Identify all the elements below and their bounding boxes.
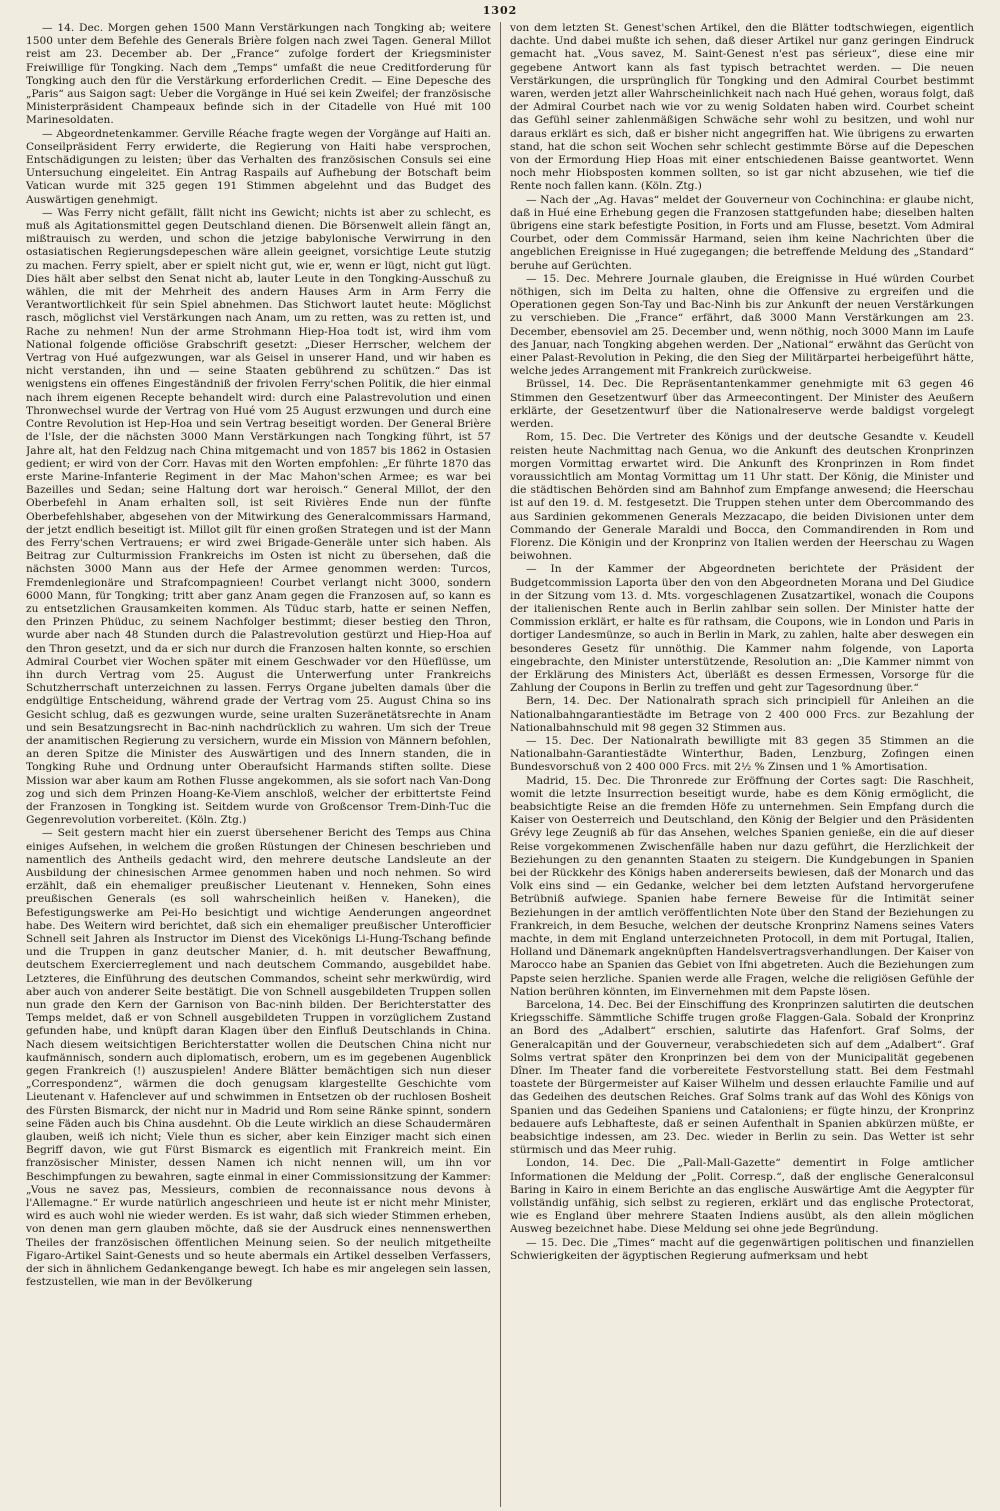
- dateline-paragraph-london: London, 14. Dec. Die „Pall-Mall-Gazette“ dementirt in Folge amtlicher Informationen die Meldung der „Polit. Corresp.“, daß der englische Generalconsul Baring in Kairo in einem Berichte an das englische Auswärtige Amt die Aegypter für vollständig unfähig, sich selbst zu regieren, erklärt und das englische Protectorat, wie es England über mehrere Staaten Indiens ausübt, als den allein möglichen Ausweg bezeichnet habe. Diese Meldung sei ohne jede Begründung.: [510, 1157, 974, 1236]
- dateline-paragraph-madrid: Madrid, 15. Dec. Die Thronrede zur Eröffnung der Cortes sagt: Die Raschheit, womit die letzte Insurrection beseitigt wurde, habe es dem König ermöglicht, die beabsichtigte Reise an die fremden Höfe zu unternehmen. Sein Empfang durch die Kaiser von Oesterreich und Deutschland, den König der Belgier und den Präsidenten Grévy lege Zeugniß ab für das Ansehen, welches Spanien genieße, ein die auf dieser Reise vorgekommenen Zwischenfälle haben nur dazu geführt, die Herzlichkeit der Beziehungen zu den genannten Staaten zu steigern. Die Kundgebungen in Spanien bei der Rückkehr des Königs haben andererseits bewiesen, daß der Monarch und das Volk eins sind — ein Gedanke, welcher bei dem letzten Aufstand hervorgerufene Betrübniß aufwiege. Spanien habe fernere Beweise für die Intimität seiner Beziehungen in der amtlich veröffentlichten Note über den Stand der Beziehungen zu Frankreich, in dem Besuche, welchen der deutsche Kronprinz Namens seines Vaters machte, in dem mit England unterzeichneten Protocoll, in dem mit Portugal, Italien, Holland und Dänemark angeknüpften Handelsvertragsverhandlungen. Der Kaiser von Marocco habe an Spanien das Gebiet von Ifni abgetreten. Auch die Beziehungen zum Papste seien herzliche. Spanien werde alle Fragen, welche die religiösen Gefühle der Nation berühren könnten, im Einvernehmen mit dem Papste lösen.: [510, 774, 974, 998]
- right-column: [500, 22, 974, 1507]
- article-paragraph: — In der Kammer der Abgeordneten berichtete der Präsident der Budgetcommission Laporta über den von den Abgeordneten Morana und Del Giudice in der Sitzung vom 13. d. Mts. vorgeschlagenen Zusatzartikel, wonach die Coupons der italienischen Rente auch in Berlin zahlbar sein sollen. Der Minister hatte der Commission erklärt, er halte es für rathsam, die Coupons, wie in London und Paris in dortiger Landesmünze, so auch in Berlin in Mark, zu zahlen, halte aber deswegen ein besonderes Gesetz für unnöthig. Die Kammer nahm folgende, von Laporta eingebrachte, den Minister unterstützende, Resolution an: „Die Kammer nimmt von der Erklärung des Ministers Act, überläßt es dessen Ermessen, Vorsorge für die Zahlung der Coupons in Berlin zu treffen und geht zur Tagesordnung über.“: [510, 563, 974, 695]
- article-paragraph: — 15. Dec. Der Nationalrath bewilligte mit 83 gegen 35 Stimmen an die Nationalbahn-Garantiestädte Winterthur, Baden, Lenzburg, Zofingen einen Bundesvorschuß von 2 400 000 Frcs. mit 2½ % Zinsen und 1 % Amortisation.: [510, 734, 974, 774]
- article-paragraph: — Was Ferry nicht gefällt, fällt nicht ins Gewicht; nichts ist aber zu schlecht, es muß als Agitationsmittel gegen Deutschland dienen. Die Börsenwelt allein fängt an, mißtrauisch zu werden, und schon die jetzige babylonische Verwirrung in den ostasiatischen Regierungsdepeschen wäre allein geeignet, vorsichtige Leute stutzig zu machen. Ferry spielt, aber er spielt nicht gut, wie er, wenn er lügt, nicht gut lügt. Dies hält aber selbst den Senat nicht ab, lauter Leute in den Tongking-Ausschuß zu wählen, die mit der Mehrheit des andern Hauses Arm in Arm Ferry die Verantwortlichkeit für sein Spiel abnehmen. Das Stichwort lautet heute: Möglichst rasch, möglichst viel Verstärkungen nach Anam, um zu retten, was zu retten ist, und Rache zu nehmen! Nun der arme Strohmann Hiep-Hoa todt ist, wird ihm vom National folgende officiöse Grabschrift gesetzt: „Dieser Herrscher, welchem der Vertrag von Hué aufgezwungen, war als Geisel in unserer Hand, und wir haben es nicht verstanden, ihn und — seine Staaten gebührend zu schützen.“ Das ist wenigstens ein offenes Eingeständniß der frivolen Ferry'schen Politik, die hier einmal nach ihrem eigenen Recepte behandelt wird: durch eine Palastrevolution und einen Thronwechsel wurde der Vertrag von Hué vom 25 August erzwungen und durch eine Contre Revolution ist Hep-Hoa und sein Vertrag beseitigt worden. Der General Brière de l'Isle, der die nächsten 3000 Mann Verstärkungen nach Tongking führt, ist 57 Jahre alt, hat den Feldzug nach China mitgemacht und von 1857 bis 1862 in Ostasien gedient; er wird von der Corr. Havas mit den Worten empfohlen: „Er führte 1870 das erste Marine-Infanterie Regiment in der Mac Mahon'schen Armee; es war bei Bazeilles und Sedan; seine Haltung dort war heroisch.“ General Millot, der den Oberbefehl in Anam erhalten soll, ist seit Rivières Ende nun der fünfte Oberbefehlshaber, abgesehen von der Mitwirkung des Generalcommissars Harmand, der jetzt endlich beseitigt ist. Millot gilt für einen großen Strategen und ist der Mann des Ferry'schen Vertrauens; er wird zwei Brigade-Generäle unter sich haben. Als Beitrag zur Culturmission Frankreichs im Osten ist nicht zu übersehen, daß die nächsten 3000 Mann aus der Hefe der Armee genommen werden: Turcos, Fremdenlegionäre und Strafcompagnieen! Courbet verlangt nicht 3000, sondern 6000 Mann, für Tongking; tritt aber ganz Anam gegen die Franzosen auf, so kann es zu entsetzlichen Grausamkeiten kommen. Als Tüduc starb, hatte er seinen Neffen, den Prinzen Phüduc, zu seinem Nachfolger bestimmt; dieser bestieg den Thron, wurde aber nach 48 Stunden durch die Palastrevolution gestürzt und Hiep-Hoa auf den Thron gesetzt, und da er sich nur durch die Franzosen halten konnte, so erschien Admiral Courbet vier Wochen später mit einem Geschwader vor den Hüeflüsse, um ihn durch Vertrag vom 25. August die Unterwerfung unter Frankreichs Schutzherrschaft unterzeichnen zu lassen. Ferrys Organe jubelten damals über die endgültige Entscheidung, während grade der Vertrag vom 25. August China so ins Gesicht schlug, daß es gezwungen wurde, seine uralten Suzeränetätsrechte in Anam und sein Besatzungsrecht in Bac-ninh nachdrücklich zu wahren. Um sich der Treue der anamitischen Regierung zu versichern, wurde ein Mission von Männern befohlen, an deren Spitze die Minister des Auswärtigen und des Innern standen, die in Tongking Ruhe und Ordnung unter Oberaufsicht Harmands stiften sollte. Diese Mission war aber kaum am Rothen Flusse angekommen, als sie sofort nach Van-Dong zog und sich dem Prinzen Hoang-Ke-Viem anschloß, welcher der erbittertste Feind der Franzosen in Tongking ist. Seitdem wurde von Großcensor Trem-Dinh-Tuc die Gegenrevolution vorbereitet. (Köln. Ztg.): [26, 206, 491, 827]
- page-number: 1302: [482, 4, 518, 17]
- article-paragraph: — Seit gestern macht hier ein zuerst übersehener Bericht des Temps aus China einiges Aufsehen, in welchem die großen Rüstungen der Chinesen beschrieben und namentlich des Antheils gedacht wird, den mehrere deutsche Landsleute an der Ausbildung der chinesischen Armee genommen haben und noch nehmen. So wird erzählt, daß ein ehemaliger preußischer Lieutenant v. Henneken, Sohn eines preußischen Generals (es soll wahrscheinlich heißen v. Haneken), die Befestigungswerke am Pei-Ho besichtigt und wichtige Aenderungen angeordnet habe. Des Weitern wird berichtet, daß sich ein ehemaliger preußischer Unterofficier Schnell seit Jahren als Instructor im Dienst des Vicekönigs Li-Hung-Tschang befinde und die Truppen in ganz deutscher Manier, d. h. mit deutscher Bewaffnung, deutschem Exercierreglement und nach deutschem Commando, ausgebildet habe. Letzteres, die Einführung des deutschen Commandos, scheint sehr merkwürdig, wird aber auch von anderer Seite bestätigt. Die von Schnell ausgebildeten Truppen sollen nun grade den Kern der Garnison von Bac-ninh bilden. Der Berichterstatter des Temps meldet, daß er von Schnell ausgebildeten Truppen in vorzüglichem Zustand gefunden habe, und knüpft daran Klagen über den Einfluß Deutschlands in China. Nach diesem weitsichtigen Berichterstatter wollen die Deutschen China nicht nur kaufmännisch, sondern auch diplomatisch, erobern, um es im gegebenen Augenblick gegen Frankreich (!) auszuspielen! Andere Blätter bemächtigen sich nun dieser „Correspondenz“, wärmen die doch genugsam klargestellte Geschichte vom Lieutenant v. Hafenclever auf und schwimmen in Entsetzen ob der ruchlosen Bosheit des Fürsten Bismarck, der nicht nur in Madrid und Rom seine Ränke spinnt, sondern seine Fäden auch bis China ausdehnt. Ob die Leute wirklich an diese Schaudermären glauben, weiß ich nicht; Viele thun es sicher, aber kein Einziger macht sich einen Begriff davon, wie gut Fürst Bismarck es eigentlich mit Frankreich meint. Ein französischer Minister, dessen Namen ich nicht nennen will, um ihn vor Beschimpfungen zu bewahren, sagte einmal in einer Commissionsitzung der Kammer: „Vous ne savez pas, Messieurs, combien de reconnaissance nous devons à l'Allemagne.“ Er wurde natürlich angeschrieen und heute ist er nicht mehr Minister, wird es auch wohl nie wieder werden. Es ist wahr, daß sich wieder Stimmen erheben, von denen man gern glauben möchte, daß sie der Ausdruck eines nennenswerthen Theiles der französischen öffentlichen Meinung seien. So der neulich mitgetheilte Figaro-Artikel Saint-Genests und so heute abermals ein Artikel desselben Verfassers, der sich in ähnlichem Gedankengange bewegt. Ich habe es mir angelegen sein lassen, festzustellen, wie man in der Bevölkerung: [26, 827, 491, 1289]
- article-paragraph: — 15. Dec. Die „Times“ macht auf die gegenwärtigen politischen und finanziellen Schwierigkeiten der ägyptischen Regierung aufmerksam und hebt: [510, 1236, 974, 1262]
- dateline-paragraph-barcelona: Barcelona, 14. Dec. Bei der Einschiffung des Kronprinzen salutirten die deutschen Kriegsschiffe. Sämmtliche Schiffe trugen große Flaggen-Gala. Sobald der Kronprinz an Bord des „Adalbert“ erschien, salutirte das Hafenfort. Graf Solms, der Generalcapitän und der Gouverneur, verabschiedeten sich auf dem „Adalbert“. Graf Solms vertrat später den Kronprinzen bei dem von der Municipalität gegebenen Dîner. Im Theater fand die vorbereitete Festvorstellung statt. Bei dem Festmahl toastete der Bürgermeister auf Kaiser Wilhelm und dessen erlauchte Familie und auf das Gedeihen des deutschen Reiches. Graf Solms trank auf das Wohl des Königs von Spanien und das Gedeihen Spaniens und Cataloniens; er fügte hinzu, der Kronprinz bedauere aufs Lebhafteste, daß er seinen Aufenthalt in Spanien abkürzen müßte, er beabsichtige indessen, am 23. Dec. wieder in Berlin zu sein. Das Wetter ist sehr stürmisch und das Meer ruhig.: [510, 999, 974, 1157]
- article-paragraph: — 14. Dec. Morgen gehen 1500 Mann Verstärkungen nach Tongking ab; weitere 1500 unter dem Befehle des Generals Brière folgen nach zwei Tagen. General Millot reist am 23. December ab. Der „France“ zufolge fordert der Kriegsminister Freiwillige für Tongking. Nach dem „Temps“ umfaßt die neue Creditforderung für Tongking auch den für die Verstärkung erforderlichen Credit. — Eine Depesche des „Paris“ aus Saigon sagt: Ueber die Vorgänge in Hué sei kein Zweifel; der französische Ministerpräsident Champeaux befinde sich in der Citadelle von Hué mit 100 Marinesoldaten.: [26, 22, 491, 127]
- article-paragraph: — Nach der „Ag. Havas“ meldet der Gouverneur von Cochinchina: er glaube nicht, daß in Hué eine Erhebung gegen die Franzosen stattgefunden habe; dieselben halten übrigens eine stark befestigte Position, in Forts und am Flusse, besetzt. Vom Admiral Courbet, oder dem Commissär Harmand, seien ihm keine Nachrichten über die angeblichen Ereignisse in Hué zugegangen; die betreffende Meldung des „Standard“ beruhe auf Gerüchten.: [510, 193, 974, 272]
- article-paragraph: von dem letzten St. Genest'schen Artikel, den die Blätter todtschwiegen, eigentlich dachte. Und dabei mußte ich sehen, daß dieser Artikel nur ganz geringen Eindruck gemacht hat. „Vous savez, M. Saint-Genest n'est pas sérieux“, diese eine mir gegebene Antwort kann als fast typisch betrachtet werden. — Die neuen Verstärkungen, die ursprünglich für Tongking und den Admiral Courbet bestimmt waren, werden jetzt aller Wahrscheinlichkeit nach nach Hué gehen, woraus folgt, daß der Admiral Courbet nach wie vor zu wenig Soldaten haben wird. Courbet scheint das Gefühl seiner zahlenmäßigen Schwäche sehr wohl zu besitzen, und wohl nur daraus erklärt es sich, daß er bisher nicht angegriffen hat. Wie übrigens zu erwarten stand, hat die schon seit Wochen sehr schlecht gestimmte Börse auf die Depeschen von der Ermordung Hiep Hoas mit einer entschiedenen Baisse geantwortet. Wenn noch mehr Hiobsposten kommen sollten, so ist gar nicht abzusehen, wie tief die Rente noch fallen kann. (Köln. Ztg.): [510, 22, 974, 193]
- article-paragraph: — Abgeordnetenkammer. Gerville Réache fragte wegen der Vorgänge auf Haiti an. Conseilpräsident Ferry erwiderte, die Regierung von Haiti habe versprochen, Entschädigungen zu leisten; über das Verhalten des französischen Consuls sei eine Untersuchung eingeleitet. Ein Antrag Raspails auf Aufhebung der Botschaft beim Vatican wurde mit 325 gegen 191 Stimmen abgelehnt und das Budget des Auswärtigen genehmigt.: [26, 127, 491, 206]
- dateline-paragraph-bern: Bern, 14. Dec. Der Nationalrath sprach sich principiell für Anleihen an die Nationalbahngarantiestädte im Betrage von 2 400 000 Frcs. zur Bezahlung der Nationalbahnschuld mit 98 gegen 32 Stimmen aus.: [510, 695, 974, 734]
- dateline-paragraph-bruessel: Brüssel, 14. Dec. Die Repräsentantenkammer genehmigte mit 63 gegen 46 Stimmen den Gesetzentwurf über das Armeecontingent. Der Minister des Aeußern erklärte, der Gesetzentwurf über die Nationalreserve werde baldigst vorgelegt werden.: [510, 378, 974, 431]
- dateline-paragraph-rom: Rom, 15. Dec. Die Vertreter des Königs und der deutsche Gesandte v. Keudell reisten heute Nachmittag nach Genua, wo die Ankunft des deutschen Kronprinzen morgen Vormittag erwartet wird. Die Ankunft des Kronprinzen in Rom findet voraussichtlich am Montag Vormittag um 11 Uhr statt. Der König, die Minister und die städtischen Behörden sind am Bahnhof zum Empfange anwesend; die Heerschau ist auf den 19. d. M. festgesetzt. Die Truppen stehen unter dem Obercommando des aus Sardinien gekommenen Generals Mezzacapo, die beiden Divisionen unter dem Commando der Generale Maraldi und Bocca, den Commandirenden in Rom und Florenz. Die Königin und der Kronprinz von Italien werden der Heerschau zu Wagen beiwohnen.: [510, 431, 974, 563]
- article-paragraph: — 15. Dec. Mehrere Journale glauben, die Ereignisse in Hué würden Courbet nöthigen, sich im Delta zu halten, ohne die Offensive zu ergreifen und die Operationen gegen Son-Tay und Bac-Ninh bis zur Ankunft der neuen Verstärkungen zu verschieben. Die „France“ erfährt, daß 3000 Mann Verstärkungen am 23. December, ebensoviel am 25. December und, wenn nöthig, noch 3000 Mann im Laufe des Januar, nach Tongking abgehen werden. Der „National“ erwähnt das Gerücht von einer Palast-Revolution in Peking, die den Sieg der Militärpartei herbeigeführt hätte, welche jedes Arrangement mit Frankreich zurückweise.: [510, 272, 974, 378]
- article-columns: [26, 22, 974, 1507]
- left-column: [26, 22, 500, 1507]
